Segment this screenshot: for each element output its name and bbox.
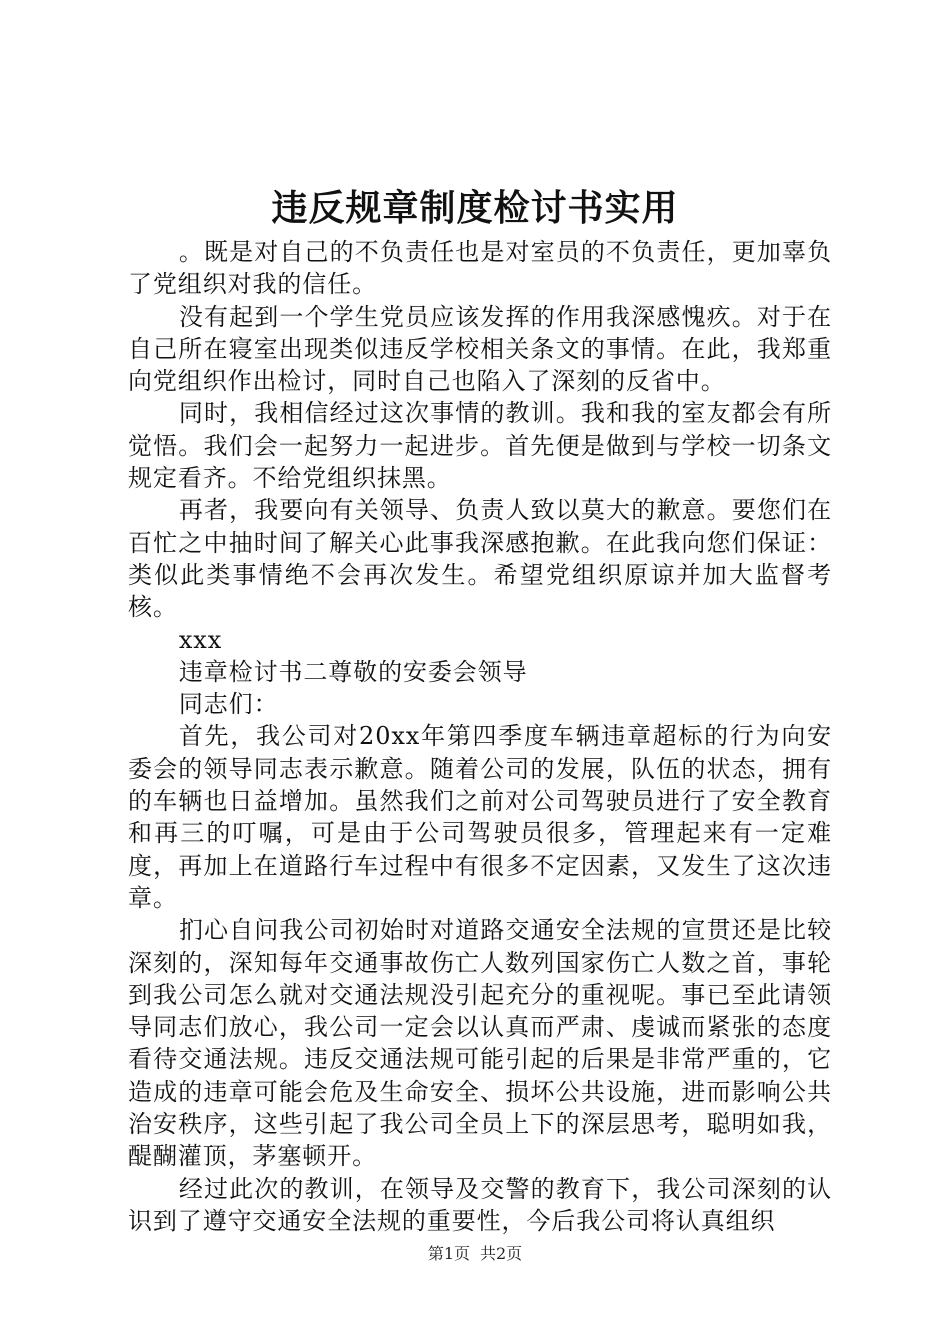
document-title: 违反规章制度检讨书实用 <box>271 187 679 229</box>
section-heading: 违章检讨书二尊敬的安委会领导 <box>178 657 528 686</box>
paragraph: 没有起到一个学生党员应该发挥的作用我深感愧疚。对于在自己所在寝室出现类似违反学校相关条文的事情。在此，我郑重向党组织作出检讨，同时自己也陷入了深刻的反省中。 <box>128 302 832 396</box>
document-body <box>128 236 832 1237</box>
page-footer <box>0 1243 950 1265</box>
page-number: 第1页 <box>427 1244 470 1263</box>
salutation: 同志们： <box>178 690 279 719</box>
paragraph: 再者，我要向有关领导、负责人致以莫大的歉意。要您们在百忙之中抽时间了解关心此事我深感抱歉。在此我向您们保证：类似此类事情绝不会再次发生。希望党组织原谅并加大监督考核。 <box>128 496 832 622</box>
paragraph: 首先，我公司对20xx年第四季度车辆违章超标的行为向安委会的领导同志表示歉意。随着公司的发展，队伍的状态，拥有的车辆也日益增加。虽然我们之前对公司驾驶员进行了安全教育和再三的叮嘱，可是由于公司驾驶员很多，管理起来有一定难度，再加上在道路行车过程中有很多不定因素，又发生了这次违章。 <box>128 722 832 912</box>
paragraph: 经过此次的教训，在领导及交警的教育下，我公司深刻的认识到了遵守交通安全法规的重要性，今后我公司将认真组织 <box>128 1174 832 1235</box>
paragraph: 同时，我相信经过这次事情的教训。我和我的室友都会有所觉悟。我们会一起努力一起进步。首先便是做到与学校一切条文规定看齐。不给党组织抹黑。 <box>128 399 832 493</box>
page-total: 共2页 <box>480 1244 523 1263</box>
paragraph: 。既是对自己的不负责任也是对室员的不负责任，更加辜负了党组织对我的信任。 <box>128 238 832 299</box>
paragraph: 扪心自问我公司初始时对道路交通安全法规的宣贯还是比较深刻的，深知每年交通事故伤亡人数列国家伤亡人数之首，事轮到我公司怎么就对交通法规没引起充分的重视呢。事已至此请领导同志们放心，我公司一定会以认真而严肃、虔诚而紧张的态度看待交通法规。违反交通法规可能引起的后果是非常严重的，它造成的违章可能会危及生命安全、损坏公共设施，进而影响公共治安秩序，这些引起了我公司全员上下的深层思考，聪明如我，醍醐灌顶，茅塞顿开。 <box>128 916 832 1171</box>
signature-line: xxx <box>178 625 223 654</box>
